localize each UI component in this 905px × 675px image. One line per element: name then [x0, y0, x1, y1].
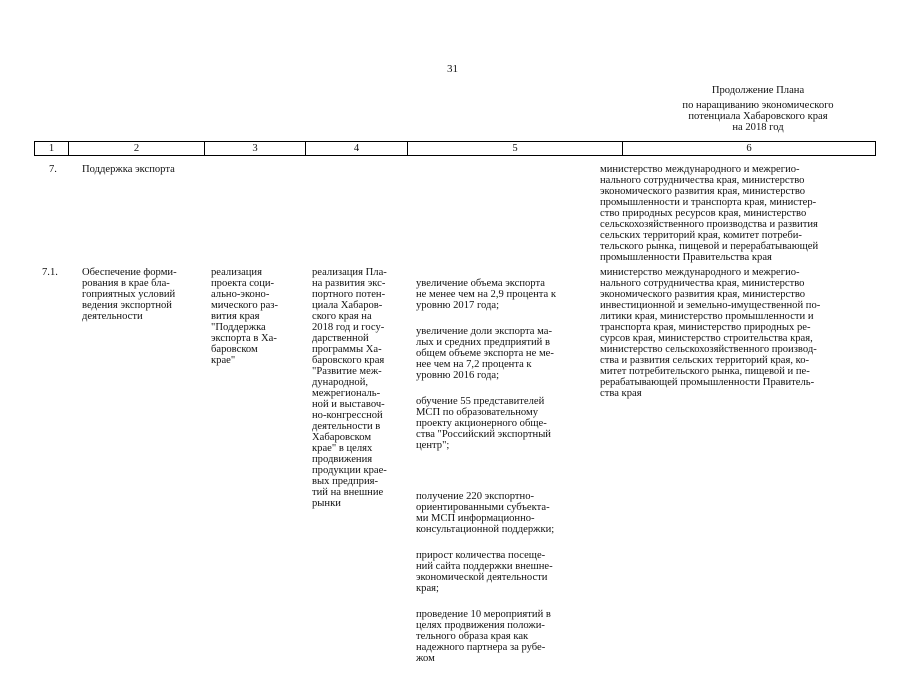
page-number: 31 [447, 63, 458, 75]
result-1: увеличение объема экспорта не менее чем на 2,9 процента к уровню 2017 года; [416, 278, 556, 311]
row-7-1-results [416, 267, 594, 675]
table-header-row [34, 141, 876, 156]
row-7-number: 7. [49, 164, 57, 175]
continuation-caption [648, 85, 868, 133]
header-col-6: 6 [623, 141, 876, 156]
row-7-name: Поддержка экспорта [82, 164, 175, 175]
result-2: увеличение доли экспорта ма- лых и средних предприятий в общем объеме экспорта не ме- нее чем на 7,2 процента к уровню 2016 года; [416, 326, 554, 381]
result-4: получение 220 экспортно- ориентированными субъекта- ми МСП информационно- консультационной поддержки; [416, 491, 555, 535]
row-7-responsible: министерство международного и межрегио- нального сотрудничества края, министерство экономического развития края, министерство промышленности и транспорта края, министер- ство природных ресурсов края, министерство сельскохозяйственного производства и развития сельских территорий края, комитет потреби- тельского рынка, пищевой и перерабатывающей промышленности Правительства края [600, 164, 819, 263]
header-col-1: 1 [34, 141, 69, 156]
result-5: прирост количества посеще- ний сайта поддержки внешне- экономической деятельности края; [416, 550, 553, 594]
header-col-3: 3 [205, 141, 306, 156]
continuation-line-3: потенциала Хабаровского края [688, 111, 828, 122]
continuation-line-2: по наращиванию экономического [682, 100, 834, 111]
continuation-line-1: Продолжение Плана [711, 85, 805, 96]
header-col-2: 2 [69, 141, 205, 156]
header-col-4: 4 [306, 141, 408, 156]
row-7-1-number: 7.1. [42, 267, 58, 278]
row-7-1-mechanism: реализация проекта соци- ально-эконо- мического раз- вития края "Поддержка экспорта в Ха- баровском крае" [211, 267, 279, 366]
row-7-1-name: Обеспечение форми- рования в крае бла- гоприятных условий ведения экспортной деятельности [82, 267, 177, 322]
continuation-line-4: на 2018 год [732, 122, 784, 133]
row-7-1-responsible: министерство международного и межрегио- нального сотрудничества края, министерство экономического развития края, министерство инвестиционной и земельно-имущественной по- литики края, министерство промышленности и транспорта края, министерство природных ре- сурсов края, министерство строительства края, министерство сельскохозяйственного производ- ства и развития сельских территорий края, ко- митет потребительского рынка, пищевой и пе- рерабатывающей промышленности Правитель- ства края [600, 267, 821, 399]
row-7-1-instrument: реализация Пла- на развития экс- портного потен- циала Хабаров- ского края на 2018 год и госу- дарственной программы Ха- баровского края "Развитие меж- дународной, межрегиональ- ной и выставоч- но-конгрессной деятельности в Хабаровском крае" в целях продвижения продукции крае- вых предприя- тий на внешние рынки [312, 267, 387, 509]
header-col-5: 5 [408, 141, 623, 156]
result-6: проведение 10 мероприятий в целях продвижения положи- тельного образа края как надежного партнера за рубе- жом [416, 609, 551, 664]
result-3: обучение 55 представителей МСП по образовательному проекту акционерного обще- ства "Российский экспортный центр"; [416, 396, 551, 451]
